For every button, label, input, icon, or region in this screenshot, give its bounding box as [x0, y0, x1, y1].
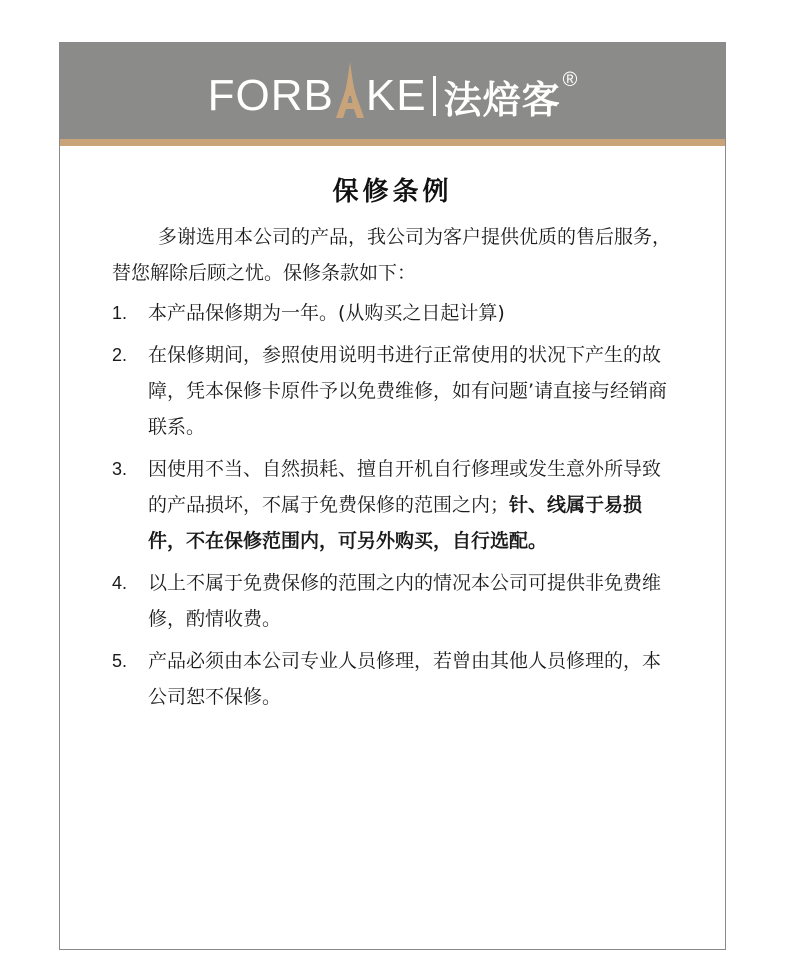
term-number: 1.	[112, 303, 128, 323]
term-text	[148, 295, 672, 331]
term-item	[112, 295, 672, 331]
term-text	[148, 565, 672, 637]
logo-text-pre: FORB	[207, 71, 334, 120]
term-text	[148, 643, 672, 715]
term-text-regular: 在保修期间，参照使用说明书进行正常使用的状况下产生的故障，凭本保修卡原件予以免费维修，如有问题’请直接与经销商联系。	[148, 344, 668, 438]
document-title: 保修条例	[332, 177, 453, 207]
intro-paragraph: 多谢选用本公司的产品，我公司为客户提供优质的售后服务，替您解除后顾之忧。保修条款如下：	[112, 226, 672, 284]
term-number: 3.	[112, 459, 128, 479]
eiffel-tower-a-icon	[335, 62, 365, 118]
registered-mark: ®	[562, 69, 578, 91]
term-item	[112, 565, 672, 637]
logo-text-post: KE	[365, 71, 427, 120]
term-number: 4.	[112, 573, 128, 593]
term-text	[148, 451, 672, 559]
header-accent-stripe	[60, 139, 725, 146]
term-number: 2.	[112, 345, 128, 365]
warranty-card	[59, 42, 726, 950]
logo-chinese: 法焙客	[443, 77, 561, 122]
logo-english	[208, 68, 427, 124]
term-text-regular: 因使用不当、自然损耗、擅自开机自行修理或发生意外所导致的产品损坏，不属于免费保修的范围之内；	[148, 458, 662, 516]
logo-divider	[433, 76, 436, 116]
term-item	[112, 337, 672, 445]
term-item	[112, 643, 672, 715]
term-item	[112, 451, 672, 559]
term-number: 5.	[112, 651, 128, 671]
term-text-bold: 针、线属于易损件，不在保修范围内，可另外购买，自行选配。	[148, 494, 643, 552]
term-text-regular: 以上不属于免费保修的范围之内的情况本公司可提供非免费维修，酌情收费。	[148, 572, 662, 630]
term-text	[148, 337, 672, 445]
warranty-terms	[112, 219, 672, 715]
term-text-regular: 本产品保修期为一年。(从购买之日起计算)	[148, 302, 505, 324]
term-text-regular: 产品必须由本公司专业人员修理，若曾由其他人员修理的，本公司恕不保修。	[148, 650, 662, 708]
brand-logo	[60, 43, 725, 139]
brand-header	[60, 43, 725, 139]
